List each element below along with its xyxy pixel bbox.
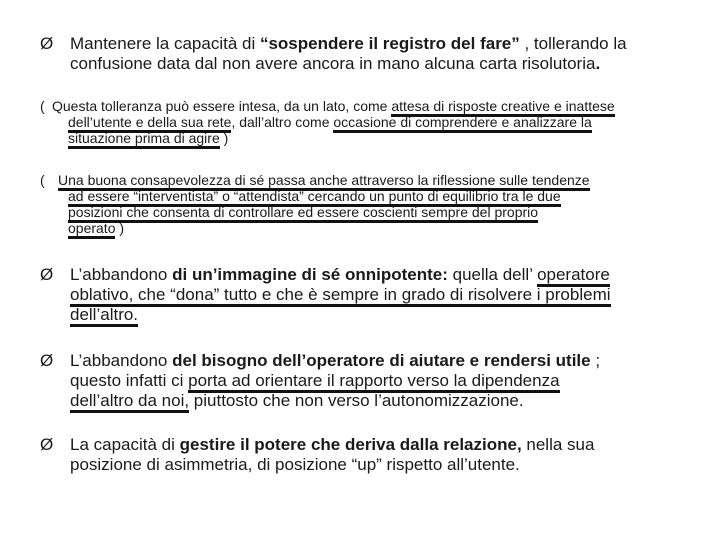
arrow-bullet-icon: Ø [40,34,54,53]
bullet1-line2 [70,54,680,74]
bullet-abbandono-onnipotenza [40,265,680,325]
bullet-capacita-sospendere [40,34,680,74]
note-consapevolezza [40,172,680,236]
note-tolleranza [40,98,680,146]
note1-l1-underlined: attesa di risposte creative e inattese [391,98,614,117]
bullet2-ul1: operatore [537,265,610,287]
bullet1-line2-end: . [595,54,601,73]
bullet3-post: ; [590,351,601,370]
bullet4-line2: posizione di asimmetria, di posizione “up” rispetto all’utente. [70,455,520,474]
bullet2-mid: quella dell’ [447,265,538,284]
bullet3-l3-underlined: dell’altro da noi, [70,391,189,413]
note1-l3-underlined: situazione prima di agire [68,130,220,149]
note1-l2-underlined-1: dell’utente e della sua rete [68,114,231,133]
arrow-bullet-icon: Ø [40,265,54,284]
note2-close-paren: ) [115,220,125,236]
bullet1-line2-text: confusione data dal non avere ancora in mano alcuna carta risolutoria [70,54,596,73]
bullet1-pre: Mantenere la capacità di [70,34,260,53]
bullet3-line1 [70,351,680,371]
note2-l2-underlined: ad essere “interventista” o “attendista” cercando un punto di equilibrio tra le due [68,188,561,207]
bullet4-pre: La capacità di [70,435,180,454]
note2-l4-underlined: operato [68,220,115,239]
note2-open-paren: ( [40,172,45,188]
bullet2-bold: di un’immagine di sé onnipotente: [172,265,448,284]
note2-l3-underlined: posizioni che consenta di controllare ed essere coscienti sempre del proprio [68,204,538,223]
bullet4-post: nella sua [521,435,595,454]
bullet1-post: , tollerando la [519,34,627,53]
note2-line3 [68,204,680,220]
bullet3-l2-plain: questo infatti ci [70,371,189,390]
bullet2-l2-underlined: oblativo, che “dona” tutto e che è sempre in grado di risolvere i problemi [70,285,611,307]
bullet-gestire-potere [40,435,680,475]
bullet3-pre: L’abbandono [70,351,173,370]
bullet1-line1 [70,34,680,54]
note2-l1-underlined: Una buona consapevolezza di sé passa anche attraverso la riflessione sulle tendenze [58,172,590,191]
note1-line1 [52,98,680,114]
bullet3-bold: del bisogno dell’operatore di aiutare e rendersi utile [172,351,591,370]
bullet2-line2 [70,285,680,305]
bullet-abbandono-bisogno [40,351,680,411]
bullet3-l3-plain: piuttosto che non verso l’autonomizzazione. [189,391,524,410]
arrow-bullet-icon: Ø [40,351,54,370]
note2-line1 [58,172,680,188]
bullet4-line1 [70,435,680,455]
note1-line2 [68,114,680,130]
bullet2-l3-underlined: dell’altro. [70,305,138,327]
note1-close-paren: ) [219,130,229,146]
bullet1-bold: “sospendere il registro del fare” [259,34,520,53]
bullet4-bold: gestire il potere che deriva dalla relazione, [179,435,522,454]
note1-l2-underlined-2: occasione di comprendere e analizzare la [333,114,591,133]
note1-l2-plain: , dall’altro come [231,114,334,130]
bullet2-line1 [70,265,680,285]
bullet3-line3 [70,391,680,411]
note1-open-paren: ( [40,98,45,114]
bullet3-line2 [70,371,680,391]
bullet2-line3 [70,305,680,325]
bullet3-l2-underlined: porta ad orientare il rapporto verso la dipendenza [188,371,559,393]
bullet2-pre: L’abbandono [70,265,173,284]
arrow-bullet-icon: Ø [40,435,54,454]
note1-l1-plain: Questa tolleranza può essere intesa, da un lato, come [52,98,392,114]
